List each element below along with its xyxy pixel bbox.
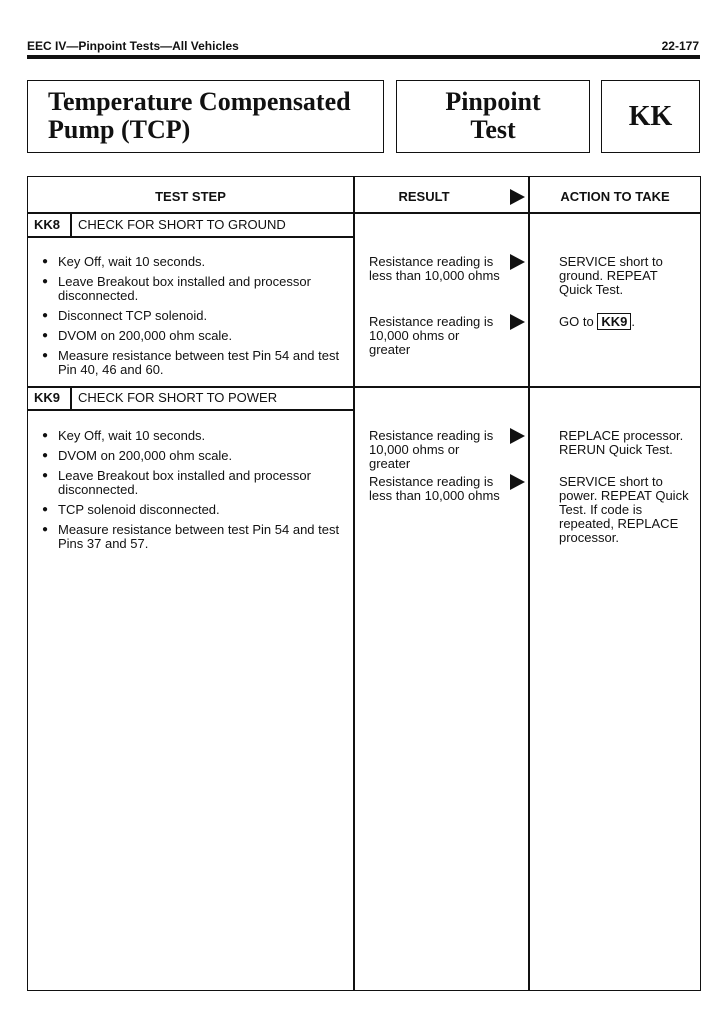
test-type-box xyxy=(396,80,590,153)
arrow-icon xyxy=(510,428,525,444)
action-text: SERVICE short to power. REPEAT Quick Test. If code is repeated, REPLACE processor. xyxy=(559,474,689,545)
result-text: Resistance reading is less than 10,000 ohms xyxy=(369,254,500,283)
pinpoint-table xyxy=(27,176,701,991)
component-title-box xyxy=(27,80,384,153)
arrow-icon xyxy=(510,254,525,270)
list-item: ● Key Off, wait 10 seconds. xyxy=(42,255,342,269)
action-text: SERVICE short to ground. REPEAT Quick Test. xyxy=(559,254,663,297)
test-code: KK xyxy=(628,101,673,132)
action-text: GO to KK9 . xyxy=(559,314,635,329)
column-header-action: ACTION TO TAKE xyxy=(560,189,670,204)
column-header-test-step: TEST STEP xyxy=(155,189,226,204)
column-divider xyxy=(353,177,355,990)
list-item: ● DVOM on 200,000 ohm scale. xyxy=(42,329,342,343)
header-divider xyxy=(28,212,700,214)
result-text: Resistance reading is 10,000 ohms or greater xyxy=(369,428,494,471)
list-item: ● DVOM on 200,000 ohm scale. xyxy=(42,449,342,463)
list-item: ● Disconnect TCP solenoid. xyxy=(42,309,342,323)
kk9-step-list xyxy=(42,429,342,557)
list-item: ● TCP solenoid disconnected. xyxy=(42,503,342,517)
arrow-icon xyxy=(510,189,525,205)
test-code-box xyxy=(601,80,700,153)
list-item: ● Measure resistance between test Pin 54 and test Pin 40, 46 and 60. xyxy=(42,349,342,377)
step-id: KK9 xyxy=(34,390,61,405)
result-text: Resistance reading is less than 10,000 ohms xyxy=(369,474,500,503)
running-header xyxy=(27,37,699,55)
list-item: ● Leave Breakout box installed and processor disconnected. xyxy=(42,469,342,497)
step-id: KK8 xyxy=(34,217,61,232)
column-header-result: RESULT xyxy=(398,189,450,204)
arrow-icon xyxy=(510,474,525,490)
page-number: 22-177 xyxy=(661,39,699,53)
list-item: ● Leave Breakout box installed and processor disconnected. xyxy=(42,275,342,303)
goto-kk9-link[interactable]: KK9 xyxy=(597,313,631,330)
result-text: Resistance reading is 10,000 ohms or greater xyxy=(369,314,494,357)
arrow-icon xyxy=(510,314,525,330)
list-item: ● Key Off, wait 10 seconds. xyxy=(42,429,342,443)
step-divider xyxy=(28,386,700,388)
column-divider xyxy=(528,177,530,990)
header-rule xyxy=(27,55,700,59)
step-title: CHECK FOR SHORT TO GROUND xyxy=(78,217,286,232)
list-item: ● Measure resistance between test Pin 54 and test Pins 37 and 57. xyxy=(42,523,342,551)
test-type-title: Pinpoint Test xyxy=(445,87,541,144)
step-title: CHECK FOR SHORT TO POWER xyxy=(78,390,278,405)
kk8-step-list xyxy=(42,255,342,383)
action-text: REPLACE processor. RERUN Quick Test. xyxy=(559,428,684,457)
section-title: EEC IV—Pinpoint Tests—All Vehicles xyxy=(27,39,239,53)
component-title: Temperature Compensated Pump (TCP) xyxy=(48,87,351,144)
